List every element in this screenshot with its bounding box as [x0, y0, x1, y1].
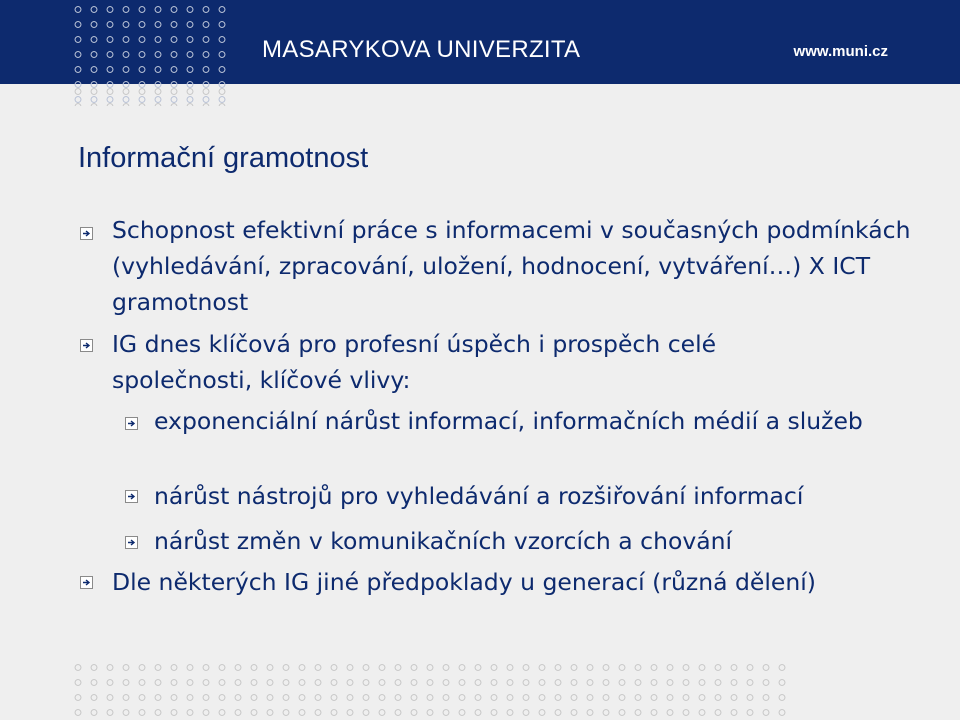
bullet-text-5: nárůst změn v komunikačních vzorcích a chování	[154, 527, 733, 555]
bullet-text-2: IG dnes klíčová pro profesní úspěch i prospěch celé společnosti, klíčové vlivy:	[112, 330, 717, 394]
header-bar	[0, 0, 960, 84]
bullet-icon-5	[125, 536, 138, 549]
bullet-icon-3	[125, 417, 138, 430]
bullet-text-3: exponenciální nárůst informací, informačních médií a služeb	[154, 407, 863, 435]
bullet-icon-1	[80, 227, 93, 240]
bullet-icon-4	[125, 490, 138, 503]
footer-dot-pattern	[70, 660, 790, 720]
bullet-text-4: nárůst nástrojů pro vyhledávání a rozšiřování informací	[154, 482, 804, 510]
bullet-text-1: Schopnost efektivní práce s informacemi v současných podmínkách (vyhledávání, zpracování, uložení, hodnocení, vytváření…) X ICT gramotnost	[112, 216, 911, 316]
bullet-icon-6	[80, 576, 93, 589]
bullet-text-6: Dle některých IG jiné předpoklady u generací (různá dělení)	[112, 568, 816, 596]
university-name: MASARYKOVA UNIVERZITA	[262, 36, 581, 63]
header-dot-pattern-lower	[70, 84, 230, 106]
website-link[interactable]: www.muni.cz	[793, 43, 888, 60]
slide-title: Informační gramotnost	[78, 142, 369, 174]
bullet-icon-2	[80, 339, 93, 352]
